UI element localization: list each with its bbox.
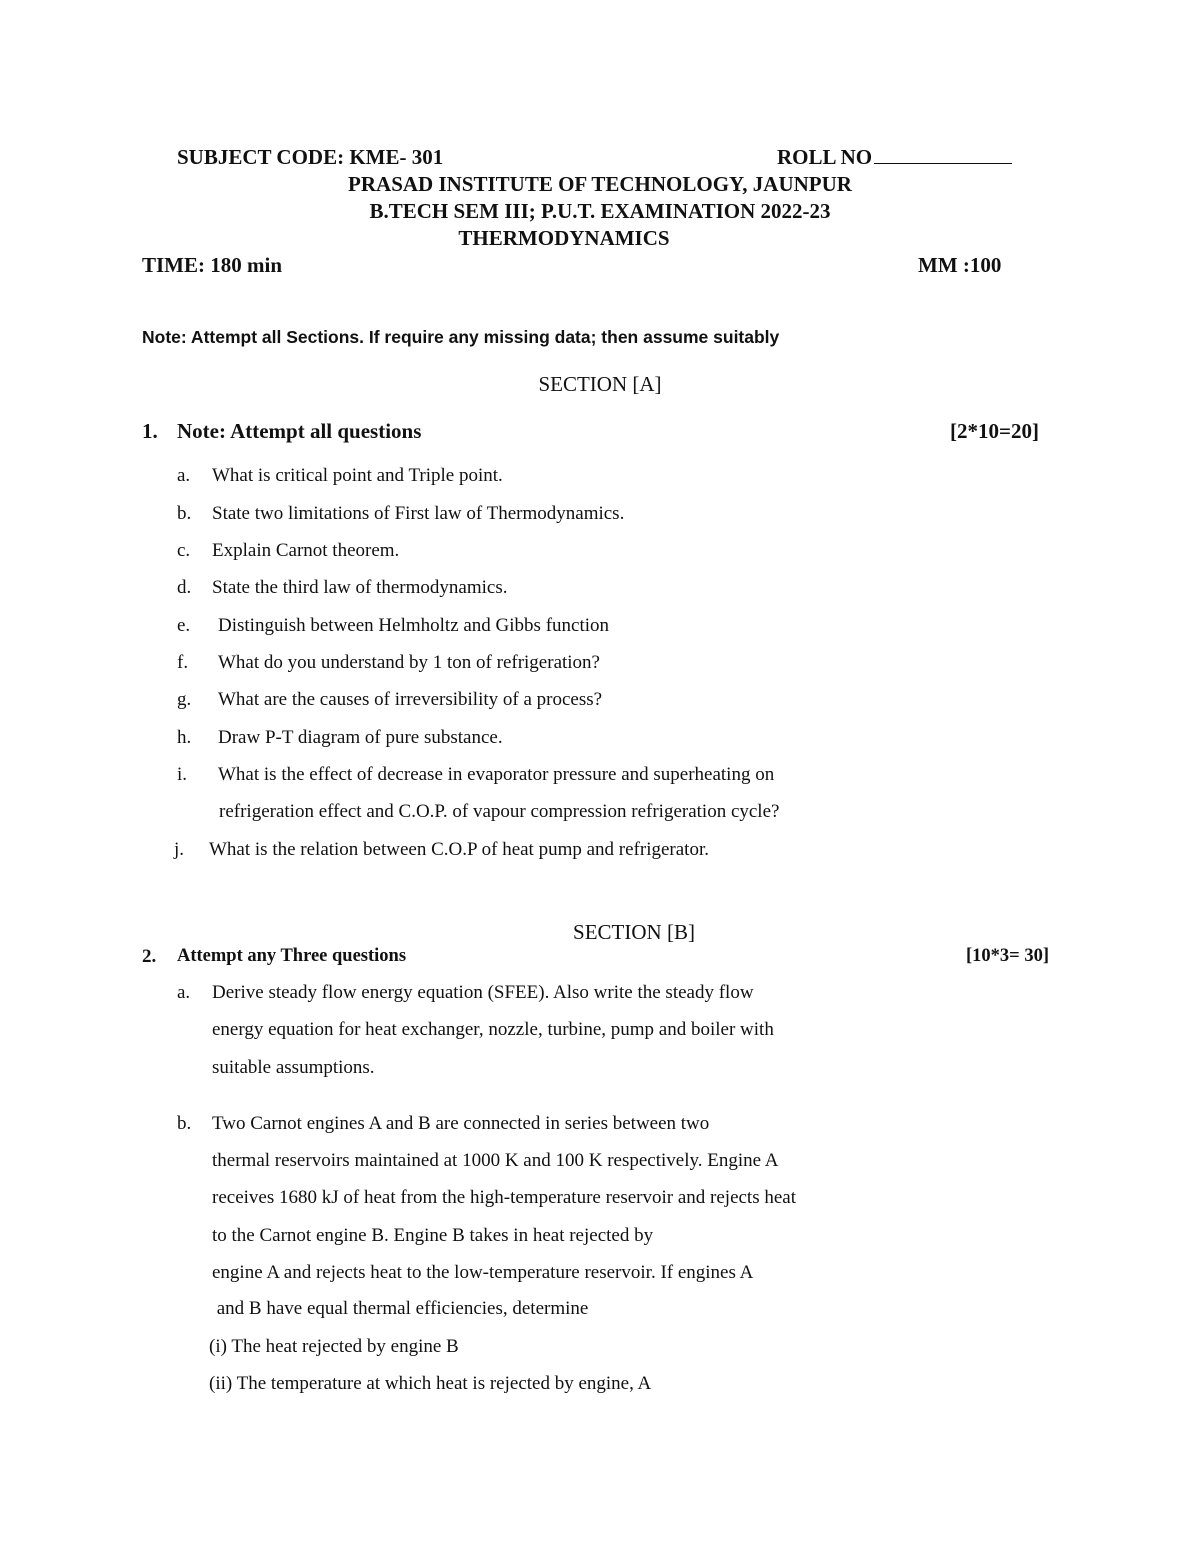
section-a-title: SECTION [A] (538, 372, 662, 396)
item-label: g. (177, 689, 192, 710)
roll-no-blank-line (874, 145, 1012, 164)
question-text: State the third law of thermodynamics. (212, 577, 508, 598)
question-1-instruction: Note: Attempt all questions (177, 419, 422, 443)
question-text-continued: receives 1680 kJ of heat from the high-temperature reservoir and rejects heat (212, 1187, 796, 1208)
question-text-continued: refrigeration effect and C.O.P. of vapour compression refrigeration cycle? (219, 801, 780, 822)
section-b-title: SECTION [B] (573, 920, 695, 944)
subject-title: THERMODYNAMICS (458, 226, 670, 250)
item-label: e. (177, 615, 191, 636)
item-label: j. (174, 839, 185, 860)
question-text: What are the causes of irreversibility of a process? (218, 689, 603, 710)
question-text-continued: energy equation for heat exchanger, nozzle, turbine, pump and boiler with (212, 1019, 774, 1040)
question-1-number: 1. (142, 419, 158, 443)
max-marks: MM :100 (918, 253, 1002, 277)
subject-code: SUBJECT CODE: KME- 301 (177, 145, 444, 169)
question-text-continued: engine A and rejects heat to the low-temperature reservoir. If engines A (212, 1262, 754, 1283)
question-text: What is the effect of decrease in evaporator pressure and superheating on (218, 764, 775, 785)
question-1-marks: [2*10=20] (950, 419, 1039, 443)
question-text: State two limitations of First law of Thermodynamics. (212, 503, 625, 524)
item-label: b. (177, 1113, 192, 1134)
question-text: Explain Carnot theorem. (212, 540, 400, 561)
item-label: b. (177, 503, 192, 524)
question-text: Distinguish between Helmholtz and Gibbs function (218, 615, 610, 636)
question-text-continued: to the Carnot engine B. Engine B takes in heat rejected by (212, 1225, 654, 1246)
question-text: Draw P-T diagram of pure substance. (218, 727, 503, 748)
sub-question: (i) The heat rejected by engine B (209, 1336, 459, 1357)
roll-no-label: ROLL NO (777, 145, 873, 169)
item-label: c. (177, 540, 191, 561)
item-label: f. (177, 652, 189, 673)
exam-time: TIME: 180 min (142, 253, 283, 277)
sub-question: (ii) The temperature at which heat is rejected by engine, A (209, 1373, 652, 1394)
item-label: a. (177, 465, 191, 486)
exam-title: B.TECH SEM III; P.U.T. EXAMINATION 2022-23 (369, 199, 831, 223)
item-label: d. (177, 577, 192, 598)
item-label: a. (177, 982, 191, 1003)
question-2-number: 2. (142, 946, 157, 967)
question-2-instruction: Attempt any Three questions (177, 946, 407, 966)
question-text: What do you understand by 1 ton of refrigeration? (218, 652, 600, 673)
question-text-continued: suitable assumptions. (212, 1057, 375, 1078)
roll-no-field (777, 145, 1012, 170)
question-text: Derive steady flow energy equation (SFEE). Also write the steady flow (212, 982, 754, 1003)
question-2-marks: [10*3= 30] (966, 946, 1049, 966)
question-text-continued: and B have equal thermal efficiencies, determine (212, 1298, 589, 1319)
question-text: Two Carnot engines A and B are connected in series between two (212, 1113, 710, 1134)
institute-name: PRASAD INSTITUTE OF TECHNOLOGY, JAUNPUR (348, 172, 852, 196)
question-text-continued: thermal reservoirs maintained at 1000 K and 100 K respectively. Engine A (212, 1150, 779, 1171)
item-label: h. (177, 727, 192, 748)
item-label: i. (177, 764, 188, 785)
question-text: What is the relation between C.O.P of heat pump and refrigerator. (209, 839, 709, 860)
question-text: What is critical point and Triple point. (212, 465, 503, 486)
general-note: Note: Attempt all Sections. If require any missing data; then assume suitably (142, 327, 780, 347)
